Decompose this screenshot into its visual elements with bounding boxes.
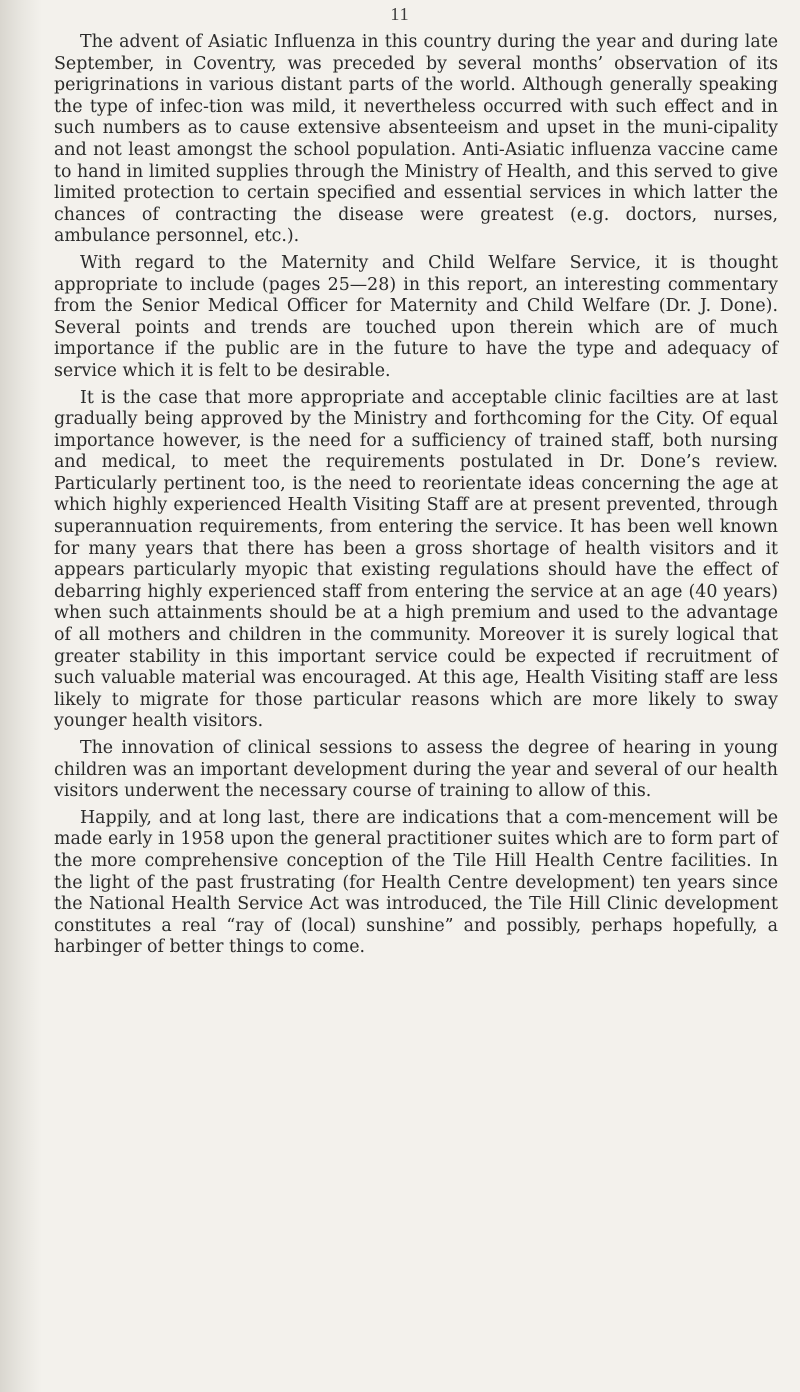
document-body (54, 32, 778, 964)
paragraph-hearing-assessment: The innovation of clinical sessions to assess the degree of hearing in young children was an important development during the year and several of our health visitors underwent the necessary course of training to allow of this. (54, 738, 778, 802)
page-number: 11 (390, 4, 410, 24)
page-binding-shadow (0, 0, 42, 1392)
paragraph-asiatic-influenza: The advent of Asiatic Influenza in this country during the year and during late September, in Coventry, was preceded by several months’ observation of its perigrinations in various distant parts of the world. Although generally speaking the type of infec-tion was mild, it nevertheless occurred with such effect and in such numbers as to cause extensive absenteeism and upset in the muni-cipality and not least amongst the school population. Anti-Asiatic influenza vaccine came to hand in limited supplies through the Ministry of Health, and this served to give limited protection to certain specified and essential services in which latter the chances of contracting the disease were greatest (e.g. doctors, nurses, ambulance personnel, etc.). (54, 32, 778, 247)
paragraph-tile-hill-health-centre: Happily, and at long last, there are indications that a com-mencement will be made early in 1958 upon the general practitioner suites which are to form part of the more comprehensive conception of the Tile Hill Health Centre facilities. In the light of the past frustrating (for Health Centre development) ten years since the National Health Service Act was introduced, the Tile Hill Clinic development constitutes a real “ray of (local) sunshine” and possibly, perhaps hopefully, a harbinger of better things to come. (54, 807, 778, 958)
paragraph-clinic-facilities-staffing: It is the case that more appropriate and acceptable clinic facilties are at last gradually being approved by the Ministry and forthcoming for the City. Of equal importance however, is the need for a sufficiency of trained staff, both nursing and medical, to meet the requirements postulated in Dr. Done’s review. Particularly pertinent too, is the need to reorientate ideas concerning the age at which highly experienced Health Visiting Staff are at present prevented, through superannuation requirements, from entering the service. It has been well known for many years that there has been a gross shortage of health visitors and it appears particularly myopic that existing regulations should have the effect of debarring highly experienced staff from entering the service at an age (40 years) when such attainments should be at a high premium and used to the advantage of all mothers and children in the community. Moreover it is surely logical that greater stability in this important service could be expected if recruitment of such valuable material was encouraged. At this age, Health Visiting staff are less likely to migrate for those particular reasons which are more likely to sway younger health visitors. (54, 387, 778, 732)
paragraph-maternity-child-welfare: With regard to the Maternity and Child Welfare Service, it is thought appropriate to include (pages 25—28) in this report, an interesting commentary from the Senior Medical Officer for Maternity and Child Welfare (Dr. J. Done). Several points and trends are touched upon therein which are of much importance if the public are in the future to have the type and adequacy of service which it is felt to be desirable. (54, 252, 778, 381)
